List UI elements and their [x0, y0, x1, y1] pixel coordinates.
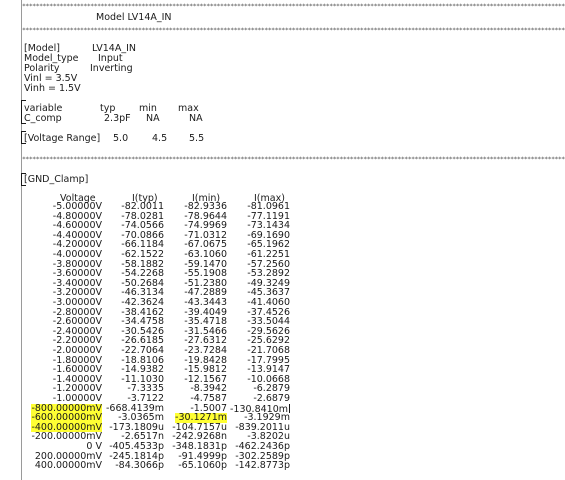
separator-line: ***************************************************************************************************************************************************************	[22, 155, 565, 163]
ityp-cell: -74.0566	[121, 220, 164, 232]
ityp-cell: -3.0365m	[118, 412, 164, 424]
ityp-cell: -30.5426	[121, 325, 164, 337]
model-type-value: Input	[98, 53, 123, 64]
ityp-cell: -173.1809u	[109, 421, 164, 433]
imax-cell: -302.2589p	[235, 450, 290, 462]
imin-cell: -8.3942	[190, 383, 227, 395]
imax-cell: -69.1690	[247, 229, 290, 241]
imin-cell: -15.9812	[184, 364, 227, 376]
imax-cell: -462.2436p	[235, 441, 290, 452]
typ-header: typ	[100, 103, 116, 114]
imin-col-header: I(min)	[192, 193, 221, 204]
imax-cell: -65.1962	[247, 239, 290, 251]
imax-cell: -57.2560	[247, 258, 290, 270]
ccomp-min: NA	[146, 113, 160, 124]
voltage-cell: -4.60000V	[52, 220, 102, 232]
voltage-range-label: [Voltage Range]	[24, 133, 101, 144]
voltage-cell: -4.80000V	[52, 210, 102, 222]
ityp-cell: -11.1030	[121, 373, 164, 385]
voltage-cell: -4.40000V	[52, 229, 102, 241]
imax-cell: -29.5626	[247, 325, 290, 337]
model-section-label: [Model]	[24, 43, 60, 54]
voltage-cell: -1.60000V	[52, 364, 102, 376]
ityp-cell: -50.2684	[121, 277, 164, 289]
imin-cell: -242.9268n	[172, 431, 227, 443]
imax-cell: -81.0961	[247, 201, 290, 212]
voltage-cell: -5.00000V	[52, 201, 102, 212]
voltage-cell: 400.00000mV	[34, 460, 102, 472]
imax-cell: -130.8410m	[229, 403, 288, 415]
ityp-col-header: I(typ)	[132, 193, 158, 204]
ityp-cell: -7.3335	[127, 383, 164, 395]
imin-cell: -30.1271m	[175, 412, 227, 424]
ityp-cell: -14.9382	[121, 364, 164, 376]
voltage-cell: 0 V	[86, 441, 102, 452]
ityp-cell: -54.2268	[121, 268, 164, 280]
separator-line: ***************************************************************************************************************************************************************	[22, 2, 565, 10]
ityp-cell: -38.4162	[121, 306, 164, 318]
imin-cell: -4.7587	[190, 393, 227, 404]
ityp-cell: -84.3066p	[115, 460, 164, 472]
voltage-cell: -2.80000V	[52, 306, 102, 318]
imin-cell: -78.9644	[184, 210, 227, 222]
ityp-cell: -66.1184	[121, 239, 164, 251]
imax-cell: -53.2892	[247, 268, 290, 280]
imax-cell: -17.7995	[247, 354, 290, 366]
ityp-cell: -3.7122	[127, 393, 164, 404]
model-title: Model LV14A_IN	[96, 12, 172, 23]
voltage-cell: -2.00000V	[52, 345, 102, 356]
imin-cell: -63.1060	[184, 249, 227, 260]
ityp-cell: -668.4139m	[105, 402, 164, 414]
vinh-line: Vinh = 1.5V	[24, 83, 81, 94]
imin-cell: -12.1567	[184, 373, 227, 385]
imax-cell: -25.6292	[247, 335, 290, 347]
voltage-cell: -400.00000mV	[31, 421, 102, 433]
imin-cell: -91.4999p	[178, 450, 227, 462]
ityp-cell: -78.0281	[121, 210, 164, 222]
ityp-cell: -405.4533p	[109, 441, 164, 452]
voltage-cell: -3.00000V	[52, 297, 102, 308]
variable-header: variable	[24, 103, 63, 114]
imax-col-header: I(max)	[254, 193, 285, 204]
imin-cell: -74.9969	[184, 220, 227, 232]
imax-cell: -10.0668	[247, 373, 290, 385]
voltage-cell: -1.20000V	[52, 383, 102, 395]
imin-cell: -82.9336	[184, 201, 227, 212]
voltage-cell: -600.00000mV	[31, 412, 102, 424]
imin-cell: -23.7284	[184, 345, 227, 356]
imax-cell: -77.1191	[247, 210, 290, 222]
imin-cell: -39.4049	[184, 306, 227, 318]
ccomp-max: NA	[189, 113, 203, 124]
voltage-cell: -4.00000V	[52, 249, 102, 260]
ccomp-key: C_comp	[24, 113, 62, 124]
imin-cell: -67.0675	[184, 239, 227, 251]
imax-cell: -49.3249	[247, 277, 290, 289]
imax-cell: -2.6879	[253, 393, 290, 404]
imin-cell: -59.1470	[184, 258, 227, 270]
voltage-cell: -1.40000V	[52, 373, 102, 385]
voltage-range-max: 5.5	[189, 133, 205, 144]
imin-cell: -55.1908	[184, 268, 227, 280]
voltage-cell: -2.20000V	[52, 335, 102, 347]
voltage-cell: -3.80000V	[52, 258, 102, 270]
voltage-col-header: Voltage	[60, 193, 96, 204]
left-margin-rule	[21, 0, 22, 480]
ityp-cell: -42.3624	[121, 297, 164, 308]
voltage-cell: -3.60000V	[52, 268, 102, 280]
imin-cell: -65.1060p	[178, 460, 227, 472]
imin-cell: -27.6312	[184, 335, 227, 347]
imax-cell: -3.8202u	[247, 431, 290, 443]
min-header: min	[139, 103, 157, 114]
imax-cell: -73.1434	[247, 220, 290, 232]
vinl-line: Vinl = 3.5V	[24, 73, 78, 84]
imin-cell: -71.0312	[184, 229, 227, 241]
model-name-value: LV14A_IN	[92, 43, 136, 54]
ityp-cell: -2.6517n	[121, 431, 164, 443]
voltage-cell: -3.40000V	[52, 277, 102, 289]
section-bracket-mark	[21, 131, 26, 144]
imin-cell: -35.4718	[184, 316, 227, 328]
ityp-cell: -245.1814p	[109, 450, 164, 462]
voltage-cell: -200.00000mV	[31, 431, 102, 443]
ityp-cell: -34.4758	[121, 316, 164, 328]
imin-cell: -43.3443	[184, 297, 227, 308]
imax-cell: -13.9147	[247, 364, 290, 376]
voltage-cell: -3.20000V	[52, 287, 102, 299]
ityp-cell: -82.0011	[121, 201, 164, 212]
gnd-clamp-label: [GND_Clamp]	[24, 174, 89, 185]
imax-cell: -41.4060	[247, 297, 290, 308]
voltage-cell: -800.00000mV	[31, 402, 102, 414]
imin-cell: -51.2380	[184, 277, 227, 289]
imin-cell: -47.2889	[184, 287, 227, 299]
ityp-cell: -70.0866	[121, 229, 164, 241]
imax-cell: -61.2251	[247, 249, 290, 260]
imin-cell: -19.8428	[184, 354, 227, 366]
imax-cell: -839.2011u	[235, 421, 290, 433]
separator-line: ***************************************************************************************************************************************************************	[22, 26, 565, 34]
imin-cell: -348.1831p	[172, 441, 227, 452]
ccomp-typ: 2.3pF	[104, 113, 131, 124]
imax-cell: -142.8773p	[235, 460, 290, 472]
voltage-cell: -2.40000V	[52, 325, 102, 337]
voltage-cell: 200.00000mV	[34, 450, 102, 462]
voltage-cell: -2.60000V	[52, 316, 102, 328]
voltage-range-typ: 5.0	[113, 133, 129, 144]
section-bracket-mark	[21, 100, 26, 124]
imin-cell: -104.7157u	[172, 421, 227, 433]
ityp-cell: -58.1882	[121, 258, 164, 270]
ityp-cell: -62.1522	[121, 249, 164, 260]
voltage-cell: -1.80000V	[52, 354, 102, 366]
imax-cell: -37.4526	[247, 306, 290, 318]
polarity-value: Inverting	[90, 63, 133, 74]
imax-cell: -45.3637	[247, 287, 290, 299]
imin-cell: -31.5466	[184, 325, 227, 337]
imax-cell: -33.5044	[247, 316, 290, 328]
model-type-key: Model_type	[24, 53, 79, 64]
ityp-cell: -26.6185	[121, 335, 164, 347]
voltage-cell: -1.00000V	[52, 393, 102, 404]
ityp-cell: -46.3134	[121, 287, 164, 299]
max-header: max	[178, 103, 199, 114]
ityp-cell: -18.8106	[121, 354, 164, 366]
voltage-range-min: 4.5	[152, 133, 168, 144]
ityp-cell: -22.7064	[121, 345, 164, 356]
polarity-key: Polarity	[24, 63, 60, 74]
imax-cell: -3.1929m	[244, 412, 290, 424]
imax-cell: -6.2879	[253, 383, 290, 395]
voltage-cell: -4.20000V	[52, 239, 102, 251]
imax-cell: -21.7068	[247, 345, 290, 356]
imin-cell: -1.5007	[190, 402, 227, 414]
